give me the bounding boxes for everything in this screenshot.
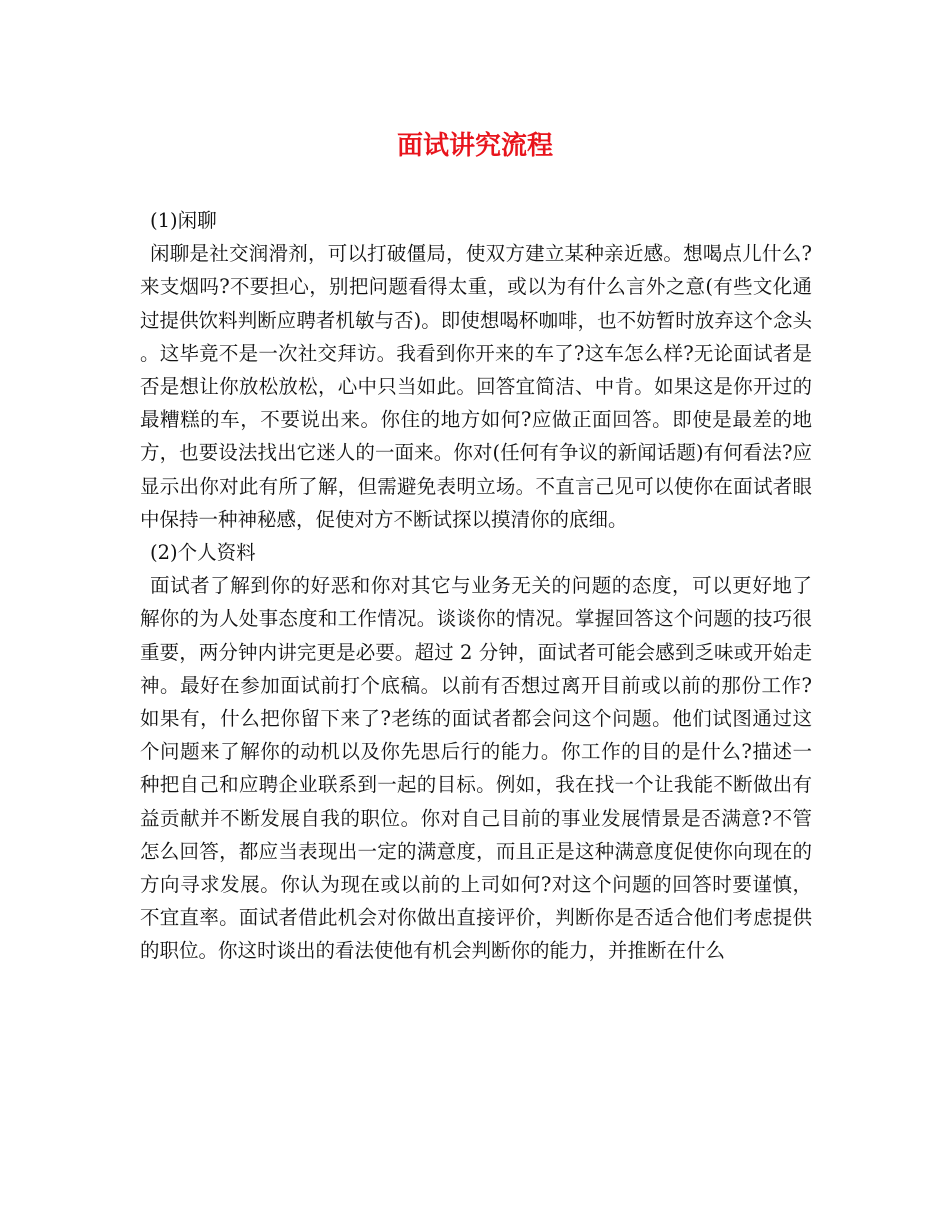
section-heading-personal-info: (2)个人资料 [150,541,256,565]
section-heading-chitchat: (1)闲聊 [150,209,217,232]
paragraph-chitchat: 闲聊是社交润滑剂，可以打破僵局，使双方建立某种亲近感。想喝点儿什么?来支烟吗?不要担心，别把问题看得太重，或以为有什么言外之意(有些文化通过提供饮料判断应聘者机敏与否)。即使想喝杯咖啡，也不妨暂时放弃这个念头。这毕竟不是一次社交拜访。我看到你开来的车了?这车怎么样?无论面试者是否是想让你放松放松，心中只当如此。回答宜简洁、中肯。如果这是你开过的最糟糕的车，不要说出来。你住的地方如何?应做正面回答。即使是最差的地方，也要设法找出它迷人的一面来。你对(任何有争议的新闻话题)有何看法?应显示出你对此有所了解，但需避免表明立场。不直言己见可以使你在面试者眼中保持一种神秘感，促使对方不断试探以摸清你的底细。 [140,242,812,531]
document-body [140,204,812,968]
paragraph-personal-info: 面试者了解到你的好恶和你对其它与业务无关的问题的态度，可以更好地了解你的为人处事态度和工作情况。谈谈你的情况。掌握回答这个问题的技巧很重要，两分钟内讲完更是必要。超过 2 分钟，面试者可能会感到乏味或开始走神。最好在参加面试前打个底稿。以前有否想过离开目前或以前的那份工作?如果有，什么把你留下来了?老练的面试者都会问这个问题。他们试图通过这个问题来了解你的动机以及你先思后行的能力。你工作的目的是什么?描述一种把自己和应聘企业联系到一起的目标。例如，我在找一个让我能不断做出有益贡献并不断发展自我的职位。你对自己目前的事业发展情景是否满意?不管怎么回答，都应当表现出一定的满意度，而且正是这种满意度促使你向现在的方向寻求发展。你认为现在或以前的上司如何?对这个问题的回答时要谨慎，不宜直率。面试者借此机会对你做出直接评价，判断你是否适合他们考虑提供的职位。你这时谈出的看法使他有机会判断你的能力，并推断在什么 [140,574,812,963]
document-title: 面试讲究流程 [396,131,553,161]
